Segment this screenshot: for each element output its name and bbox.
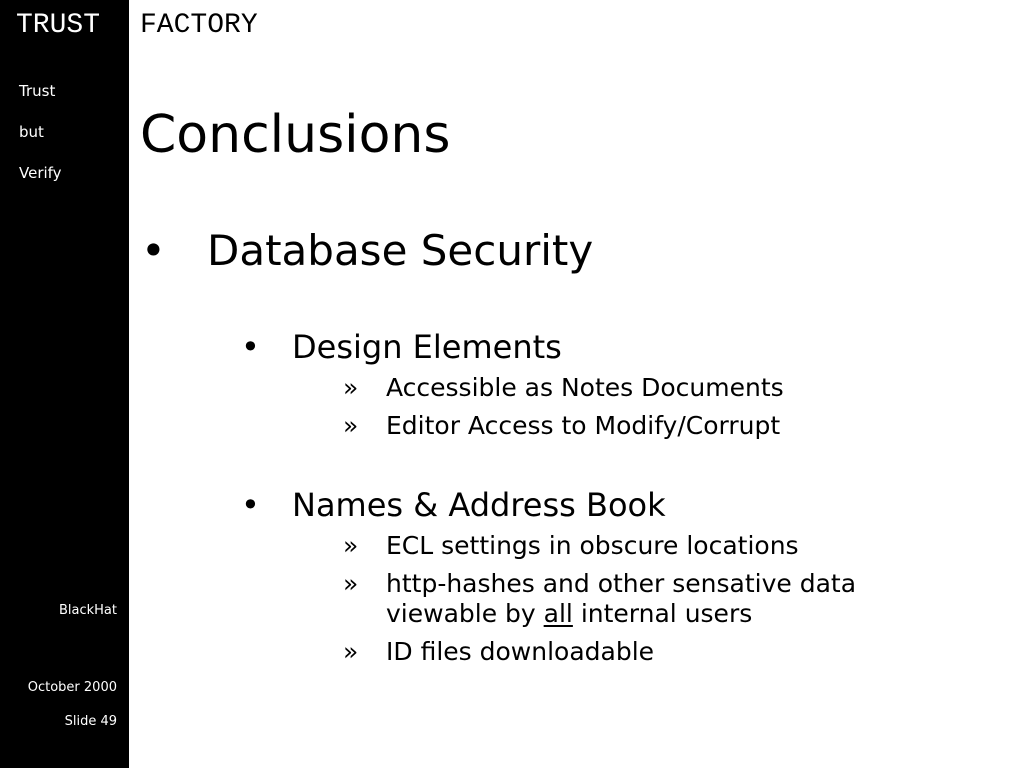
bullet-l3: »	[343, 411, 359, 440]
brand-trust: TRUST	[16, 10, 101, 41]
bullet-l2: •	[241, 328, 260, 366]
sidebar-motto-verify: Verify	[19, 164, 62, 182]
bullet-l3: »	[343, 637, 359, 666]
sidebar	[0, 0, 129, 768]
sidebar-date: October 2000	[27, 680, 117, 695]
bullet-l3: »	[343, 531, 359, 560]
bullet-l1: •	[141, 226, 166, 275]
bullet-l3: »	[343, 373, 359, 402]
slide-number: Slide 49	[64, 714, 117, 729]
list-item: ECL settings in obscure locations	[386, 531, 799, 560]
main-point: Database Security	[207, 226, 594, 275]
sidebar-motto-trust: Trust	[19, 82, 56, 100]
sidebar-motto-but: but	[19, 123, 44, 141]
bullet-l2: •	[241, 486, 260, 524]
list-item-continuation	[386, 598, 752, 629]
page-title: Conclusions	[140, 105, 451, 165]
list-item-text: internal users	[572, 599, 753, 628]
list-item: Accessible as Notes Documents	[386, 373, 784, 402]
list-item: http-hashes and other sensative data	[386, 569, 857, 598]
brand-factory: FACTORY	[140, 10, 258, 41]
emphasized-word: all	[543, 599, 573, 628]
list-item: ID files downloadable	[386, 637, 655, 666]
section-heading-design-elements: Design Elements	[292, 328, 562, 366]
sidebar-event: BlackHat	[58, 603, 117, 618]
bullet-l3: »	[343, 569, 359, 598]
list-item-text: viewable by	[386, 599, 544, 628]
list-item: Editor Access to Modify/Corrupt	[386, 411, 781, 440]
section-heading-names-address-book: Names & Address Book	[292, 486, 666, 524]
